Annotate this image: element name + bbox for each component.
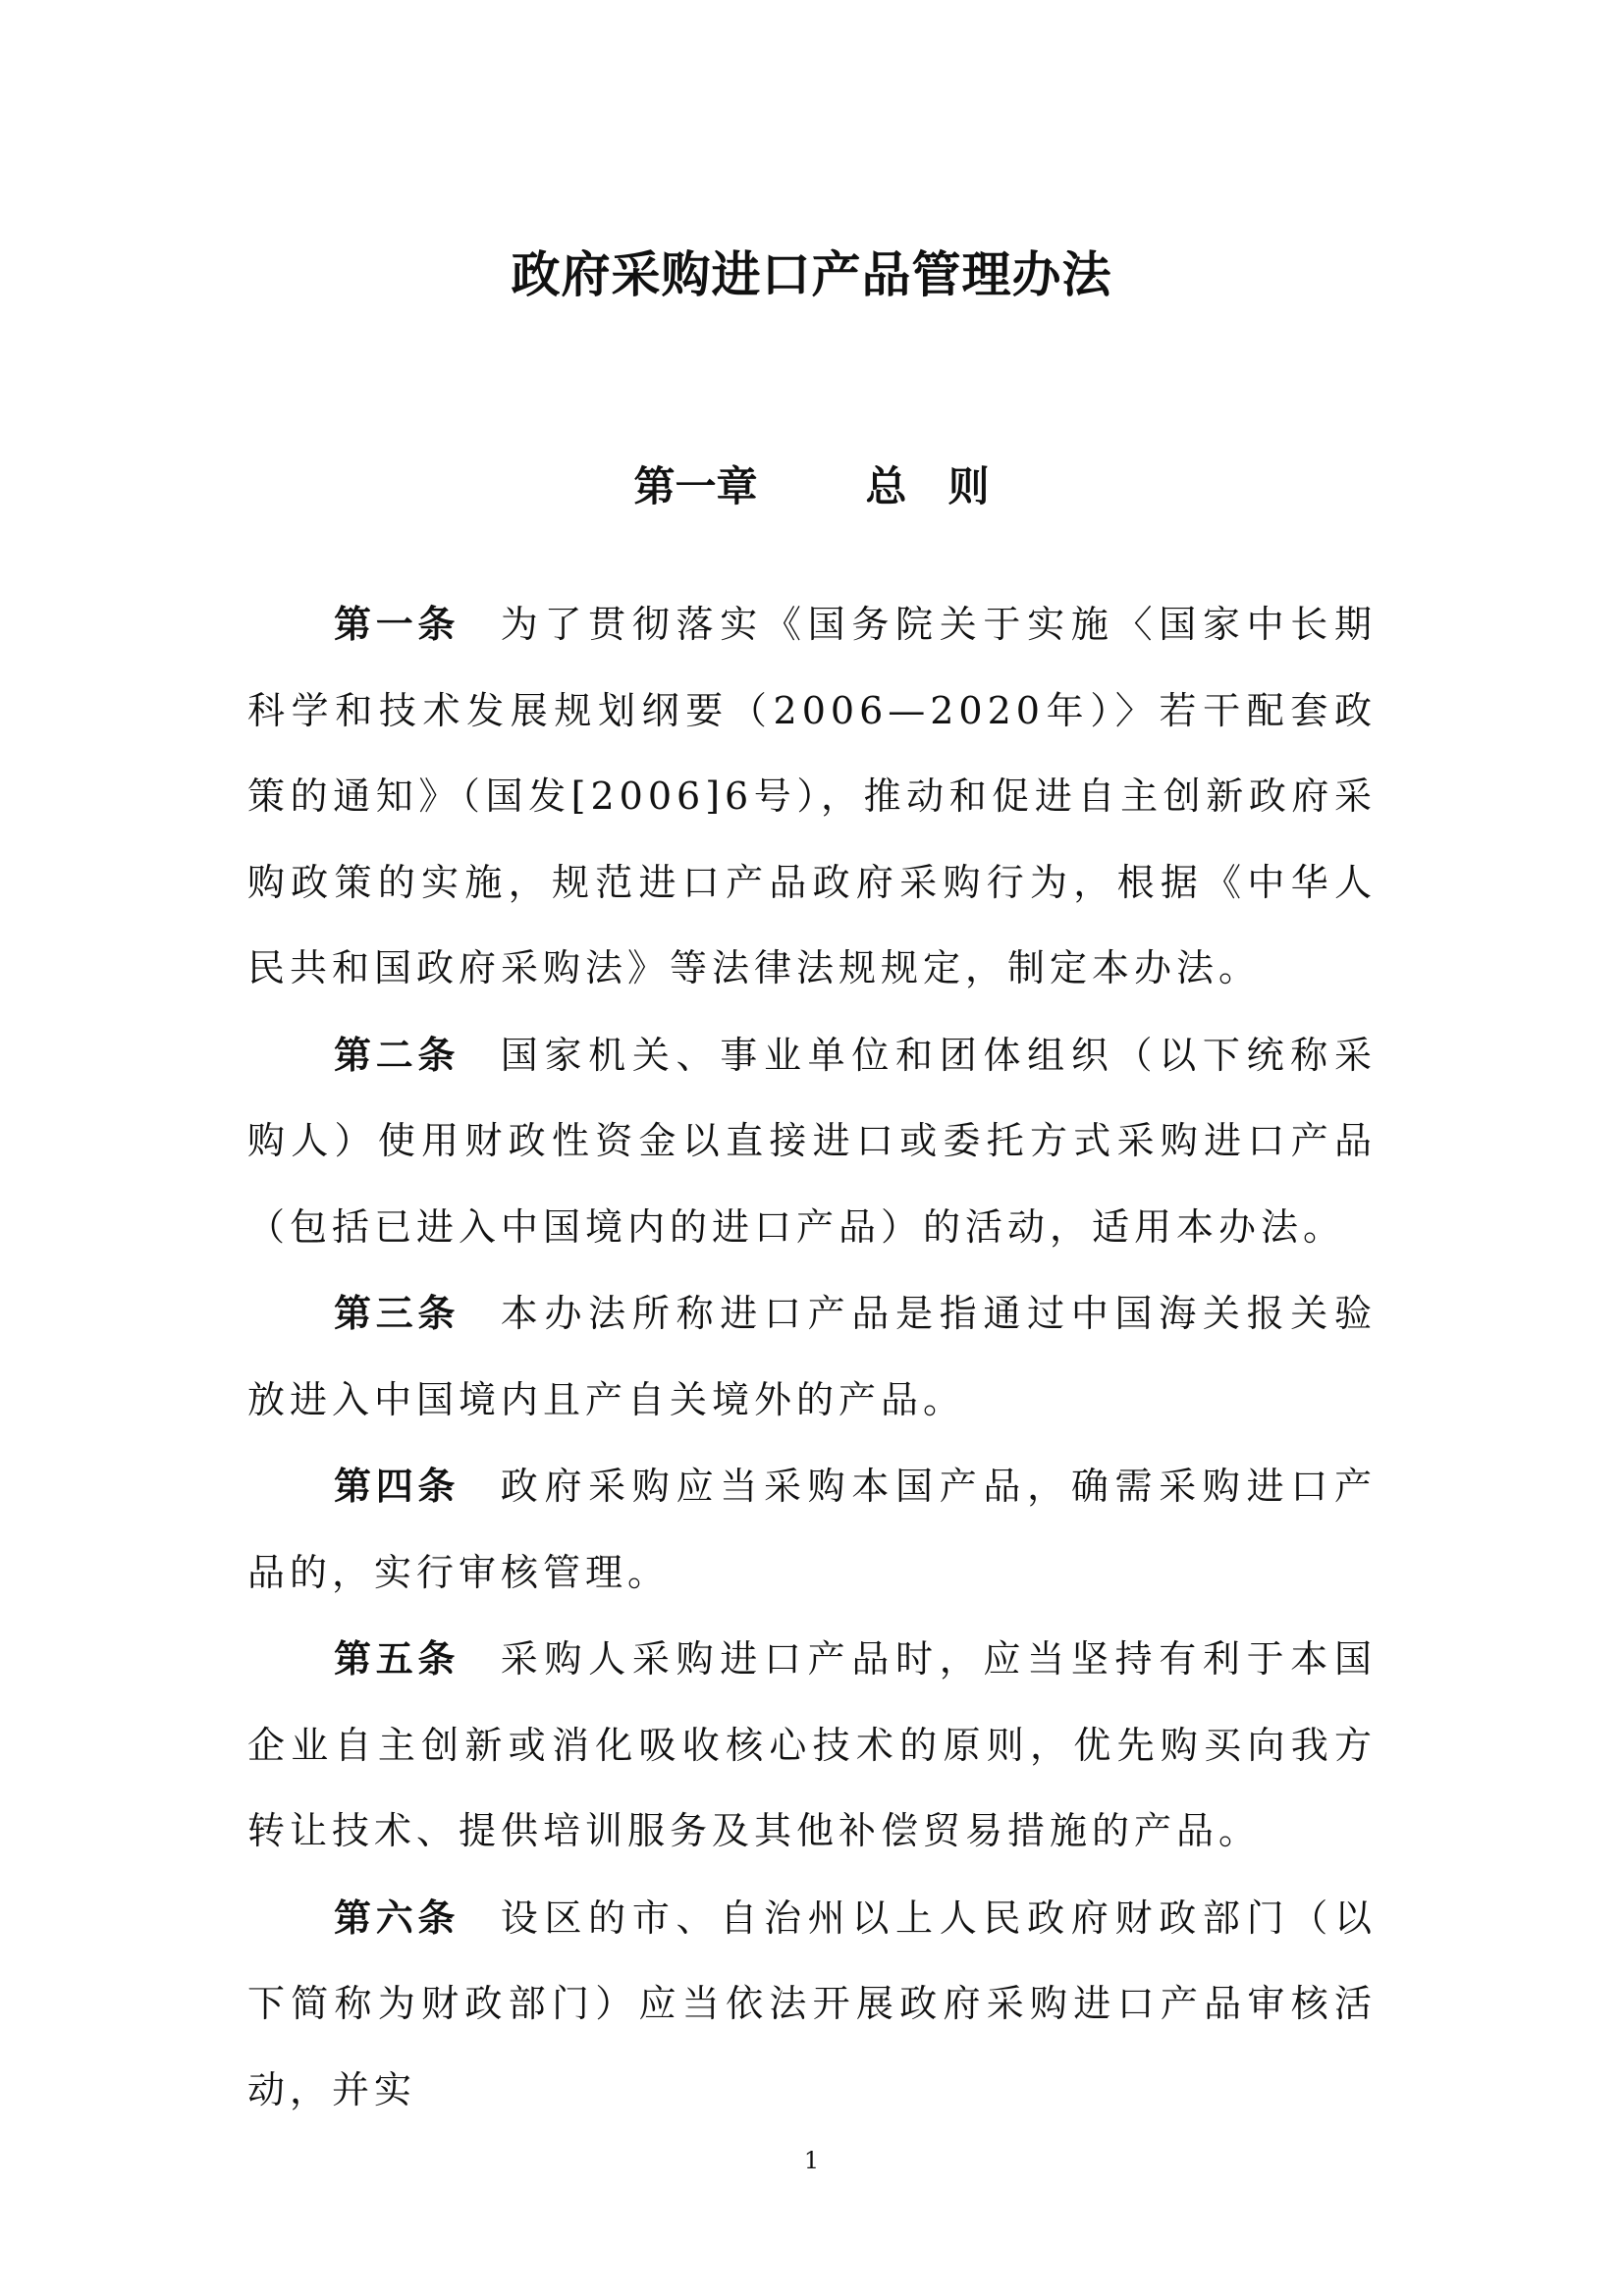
chapter-number: 第一章 (633, 462, 758, 510)
document-body (247, 581, 1377, 2133)
chapter-heading (0, 457, 1623, 516)
page-number: 1 (803, 2147, 820, 2174)
article-text: 政府采购应当采购本国产品，确需采购进口产品的，实行审核管理。 (247, 1465, 1377, 1594)
article-4 (247, 1443, 1377, 1616)
article-label: 第三条 (334, 1291, 460, 1335)
article-label: 第六条 (334, 1895, 460, 1940)
chapter-name-part2: 则 (947, 462, 990, 510)
chapter-name-part1: 总 (865, 462, 907, 510)
article-6 (247, 1875, 1377, 2134)
document-title: 政府采购进口产品管理办法 (511, 245, 1112, 303)
article-text: 为了贯彻落实《国务院关于实施〈国家中长期科学和技术发展规划纲要（2006—2020年）〉若干配套政策的通知》（国发[2006]6号），推动和促进自主创新政府采购政策的实施，规范进口产品政府采购行为，根据《中华人民共和国政府采购法》等法律法规规定，制定本办法。 (247, 603, 1377, 989)
article-2 (247, 1012, 1377, 1271)
article-text: 国家机关、事业单位和团体组织（以下统称采购人）使用财政性资金以直接进口或委托方式采购进口产品（包括已进入中国境内的进口产品）的活动，适用本办法。 (247, 1033, 1377, 1249)
article-text: 采购人采购进口产品时，应当坚持有利于本国企业自主创新或消化吸收核心技术的原则，优先购买向我方转让技术、提供培训服务及其他补偿贸易措施的产品。 (247, 1637, 1377, 1852)
article-text: 本办法所称进口产品是指通过中国海关报关验放进入中国境内且产自关境外的产品。 (247, 1292, 1377, 1421)
article-5 (247, 1616, 1377, 1875)
article-1 (247, 581, 1377, 1012)
article-label: 第五条 (334, 1636, 460, 1681)
article-3 (247, 1270, 1377, 1443)
article-label: 第四条 (334, 1464, 460, 1508)
article-label: 第二条 (334, 1032, 460, 1077)
article-text: 设区的市、自治州以上人民政府财政部门（以下简称为财政部门）应当依法开展政府采购进口产品审核活动，并实 (247, 1896, 1377, 2111)
article-label: 第一条 (334, 602, 460, 646)
